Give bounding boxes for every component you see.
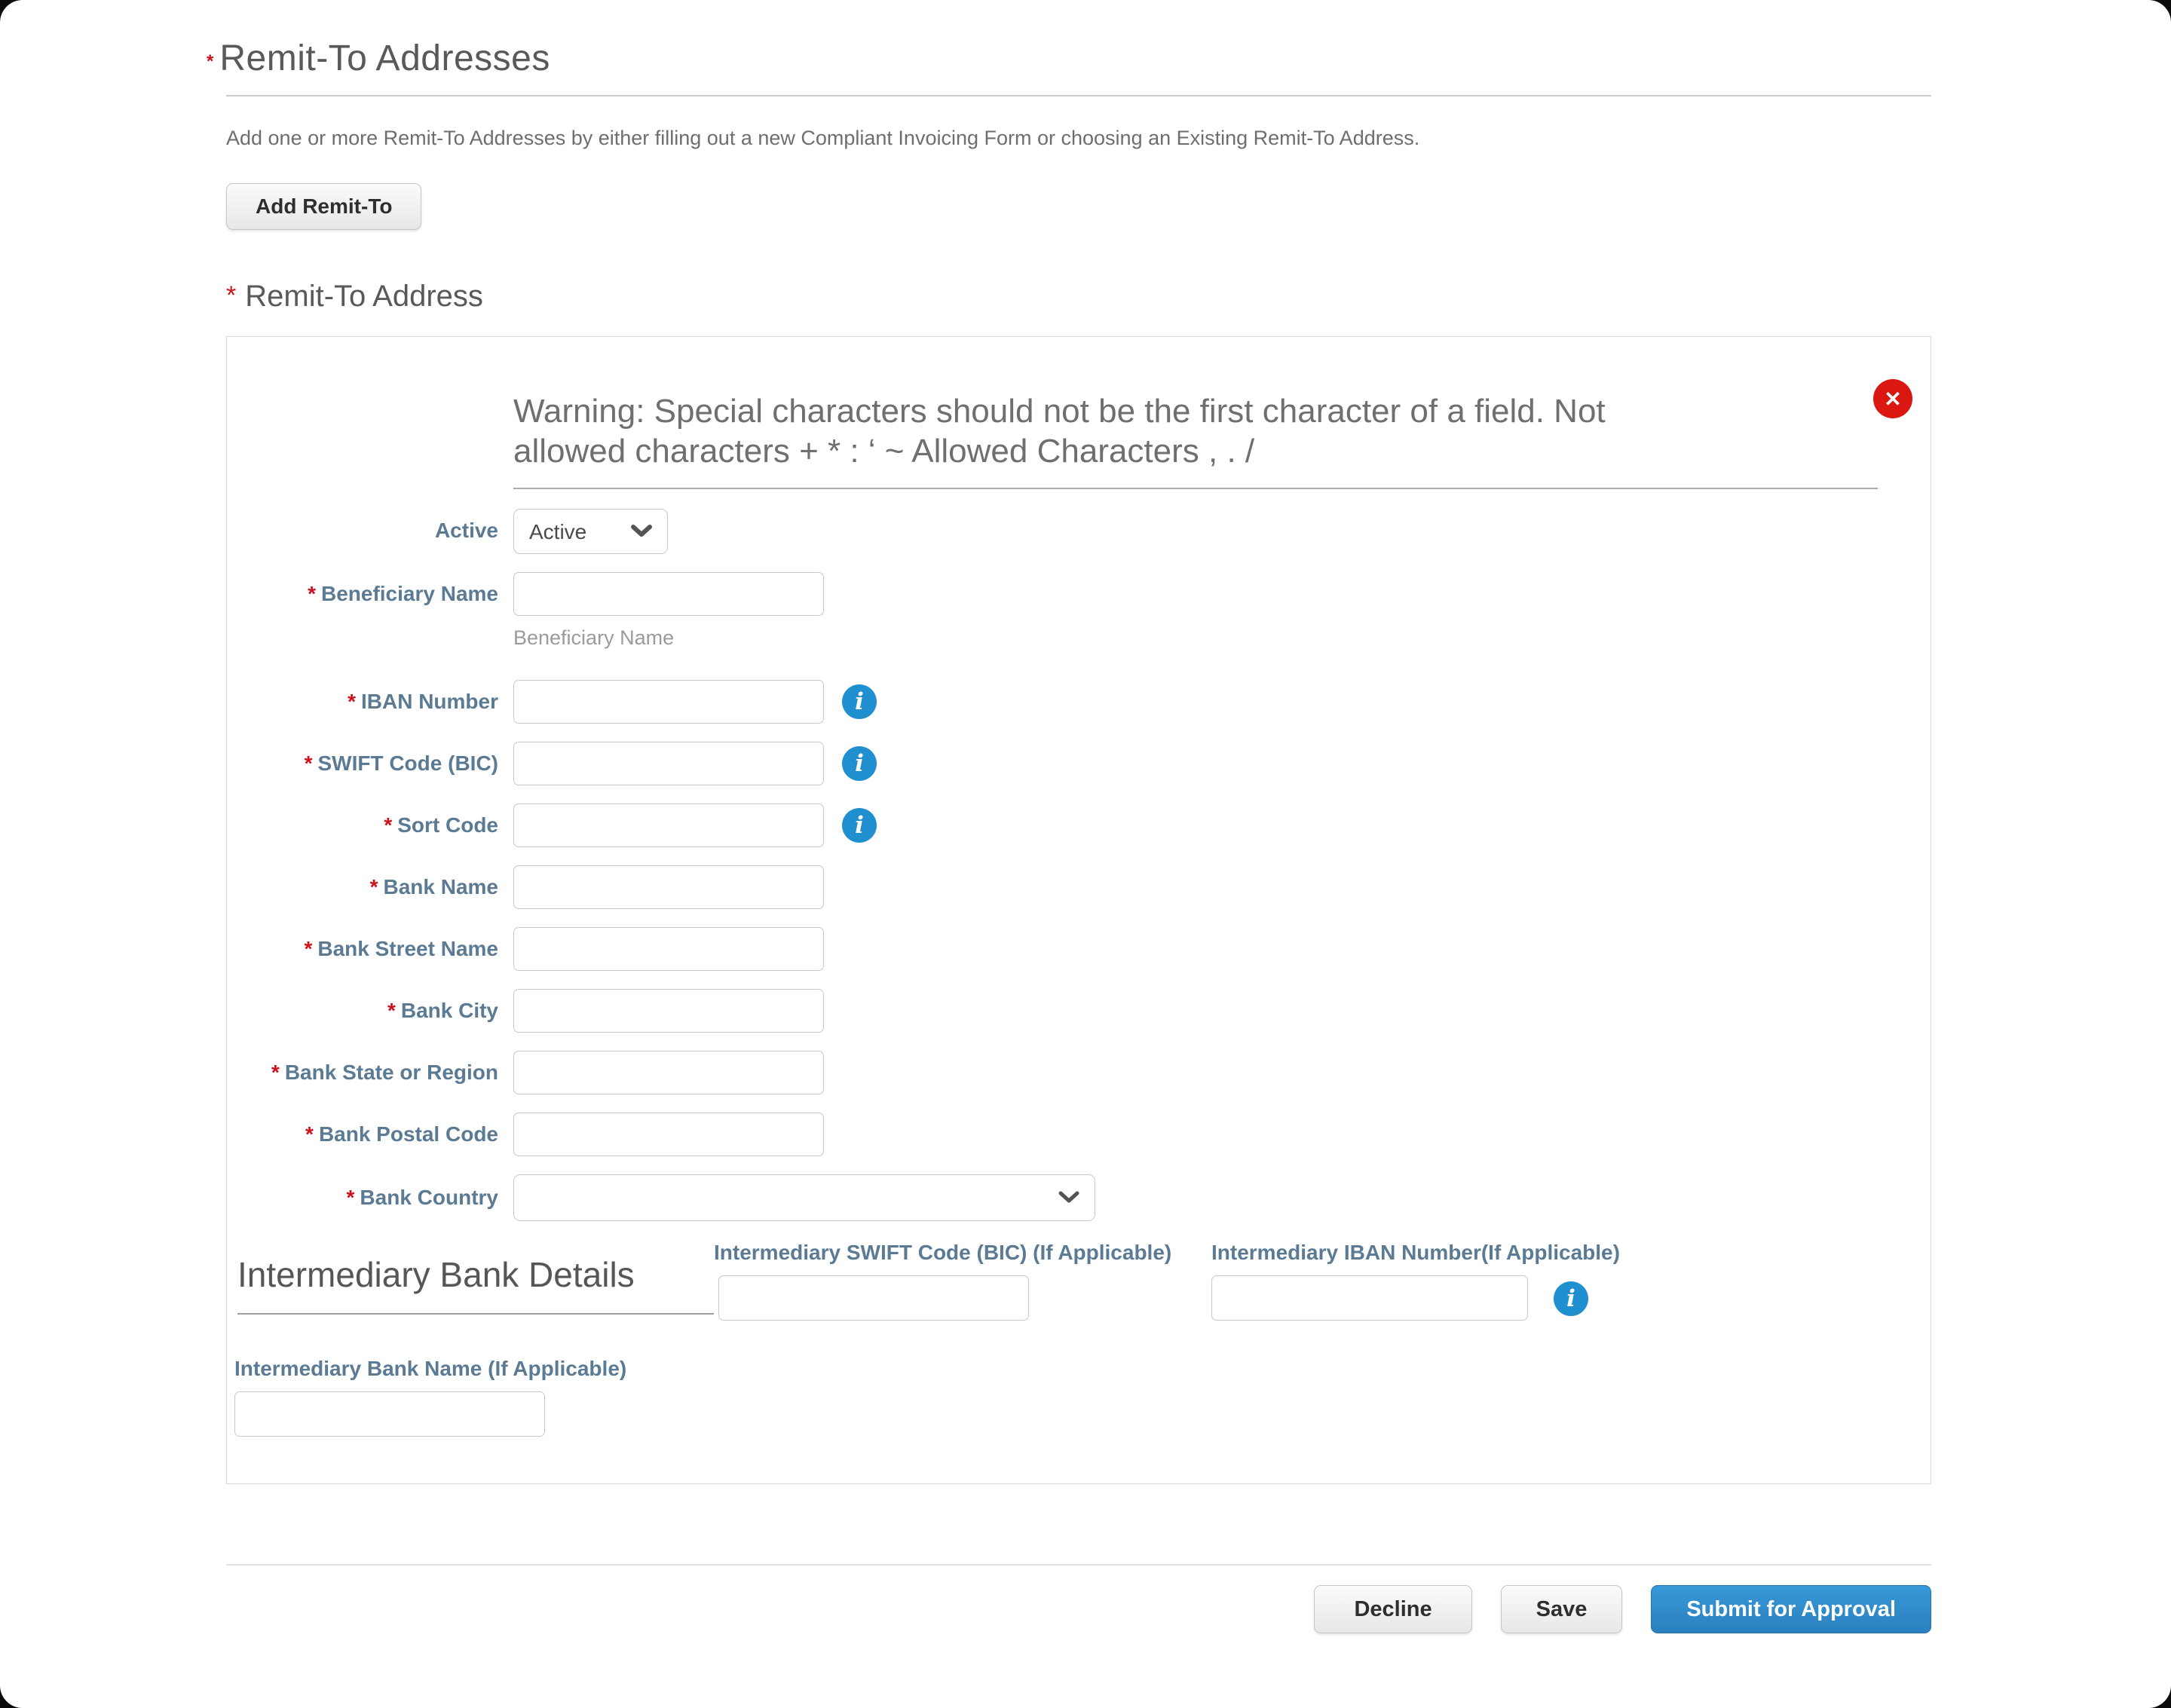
bank-postal-code-input[interactable] — [513, 1113, 824, 1156]
active-select[interactable] — [513, 509, 668, 554]
sort-code-row — [227, 803, 1931, 847]
bank-city-label: * Bank City — [387, 999, 498, 1023]
bank-street-name-input[interactable] — [513, 927, 824, 971]
bank-country-label: * Bank Country — [346, 1186, 498, 1210]
beneficiary-name-input[interactable] — [513, 572, 824, 616]
page-description: Add one or more Remit-To Addresses by either filling out a new Compliant Invoicing Form or choosing an Existing Remit-To Address. — [226, 127, 1420, 149]
bank-country-row — [227, 1174, 1931, 1221]
bank-street-name-label: * Bank Street Name — [304, 937, 498, 961]
intermediary-iban-label: Intermediary IBAN Number(If Applicable) — [1211, 1241, 1620, 1265]
info-icon[interactable]: i — [1554, 1281, 1588, 1316]
beneficiary-name-helper: Beneficiary Name — [513, 626, 675, 650]
bank-country-select[interactable] — [513, 1174, 1095, 1221]
info-icon[interactable]: i — [842, 808, 877, 843]
remit-address-form — [227, 509, 1931, 1462]
intermediary-swift-label: Intermediary SWIFT Code (BIC) (If Applicable) — [714, 1241, 1172, 1265]
intermediary-heading: Intermediary Bank Details — [237, 1254, 714, 1315]
bank-state-row — [227, 1051, 1931, 1094]
bank-postal-code-label: * Bank Postal Code — [305, 1122, 498, 1146]
beneficiary-name-label: * Beneficiary Name — [308, 582, 498, 606]
bank-state-input[interactable] — [513, 1051, 824, 1094]
page-header — [207, 38, 1931, 78]
remit-address-section-header — [226, 280, 1931, 314]
iban-number-input[interactable] — [513, 680, 824, 724]
decline-button[interactable]: Decline — [1314, 1585, 1471, 1633]
bank-postal-code-row — [227, 1113, 1931, 1156]
info-icon[interactable]: i — [842, 684, 877, 719]
sort-code-label: * Sort Code — [384, 813, 498, 837]
bank-street-name-row — [227, 927, 1931, 971]
intermediary-bank-name-input[interactable] — [234, 1391, 545, 1437]
required-asterisk: * — [207, 51, 214, 72]
active-row — [227, 509, 1931, 554]
footer-actions — [226, 1585, 1931, 1633]
close-icon[interactable]: ✕ — [1873, 379, 1912, 418]
sort-code-input[interactable] — [513, 803, 824, 847]
swift-code-row — [227, 742, 1931, 785]
add-remit-to-button[interactable]: Add Remit-To — [226, 183, 421, 230]
remit-address-panel — [226, 336, 1931, 1484]
warning-text: Warning: Special characters should not be the first character of a field. Not allowed characters + * : ‘ ~ Allowed Characters , . / — [513, 391, 1878, 489]
warning-banner — [513, 387, 1902, 489]
intermediary-bank-name-label: Intermediary Bank Name (If Applicable) — [234, 1357, 627, 1381]
bank-city-row — [227, 989, 1931, 1033]
active-label: Active — [434, 519, 498, 543]
bank-name-row — [227, 865, 1931, 909]
bank-name-label: * Bank Name — [369, 875, 498, 899]
footer-divider — [226, 1564, 1931, 1566]
bank-state-label: * Bank State or Region — [271, 1061, 498, 1085]
intermediary-swift-input[interactable] — [718, 1275, 1029, 1321]
swift-code-label: * SWIFT Code (BIC) — [304, 751, 498, 776]
required-asterisk: * — [226, 281, 237, 310]
iban-number-row — [227, 680, 1931, 724]
save-button[interactable]: Save — [1501, 1585, 1623, 1633]
iban-number-label: * IBAN Number — [348, 690, 498, 714]
bank-name-input[interactable] — [513, 865, 824, 909]
submit-for-approval-button[interactable]: Submit for Approval — [1651, 1585, 1931, 1633]
swift-code-input[interactable] — [513, 742, 824, 785]
section-title: Remit-To Address — [245, 280, 483, 313]
intermediary-bank-section — [227, 1236, 1931, 1462]
bank-city-input[interactable] — [513, 989, 824, 1033]
title-divider — [226, 95, 1931, 96]
info-icon[interactable]: i — [842, 746, 877, 781]
beneficiary-name-row — [227, 572, 1931, 616]
intermediary-iban-input[interactable] — [1211, 1275, 1528, 1321]
page-title: Remit-To Addresses — [219, 38, 550, 78]
